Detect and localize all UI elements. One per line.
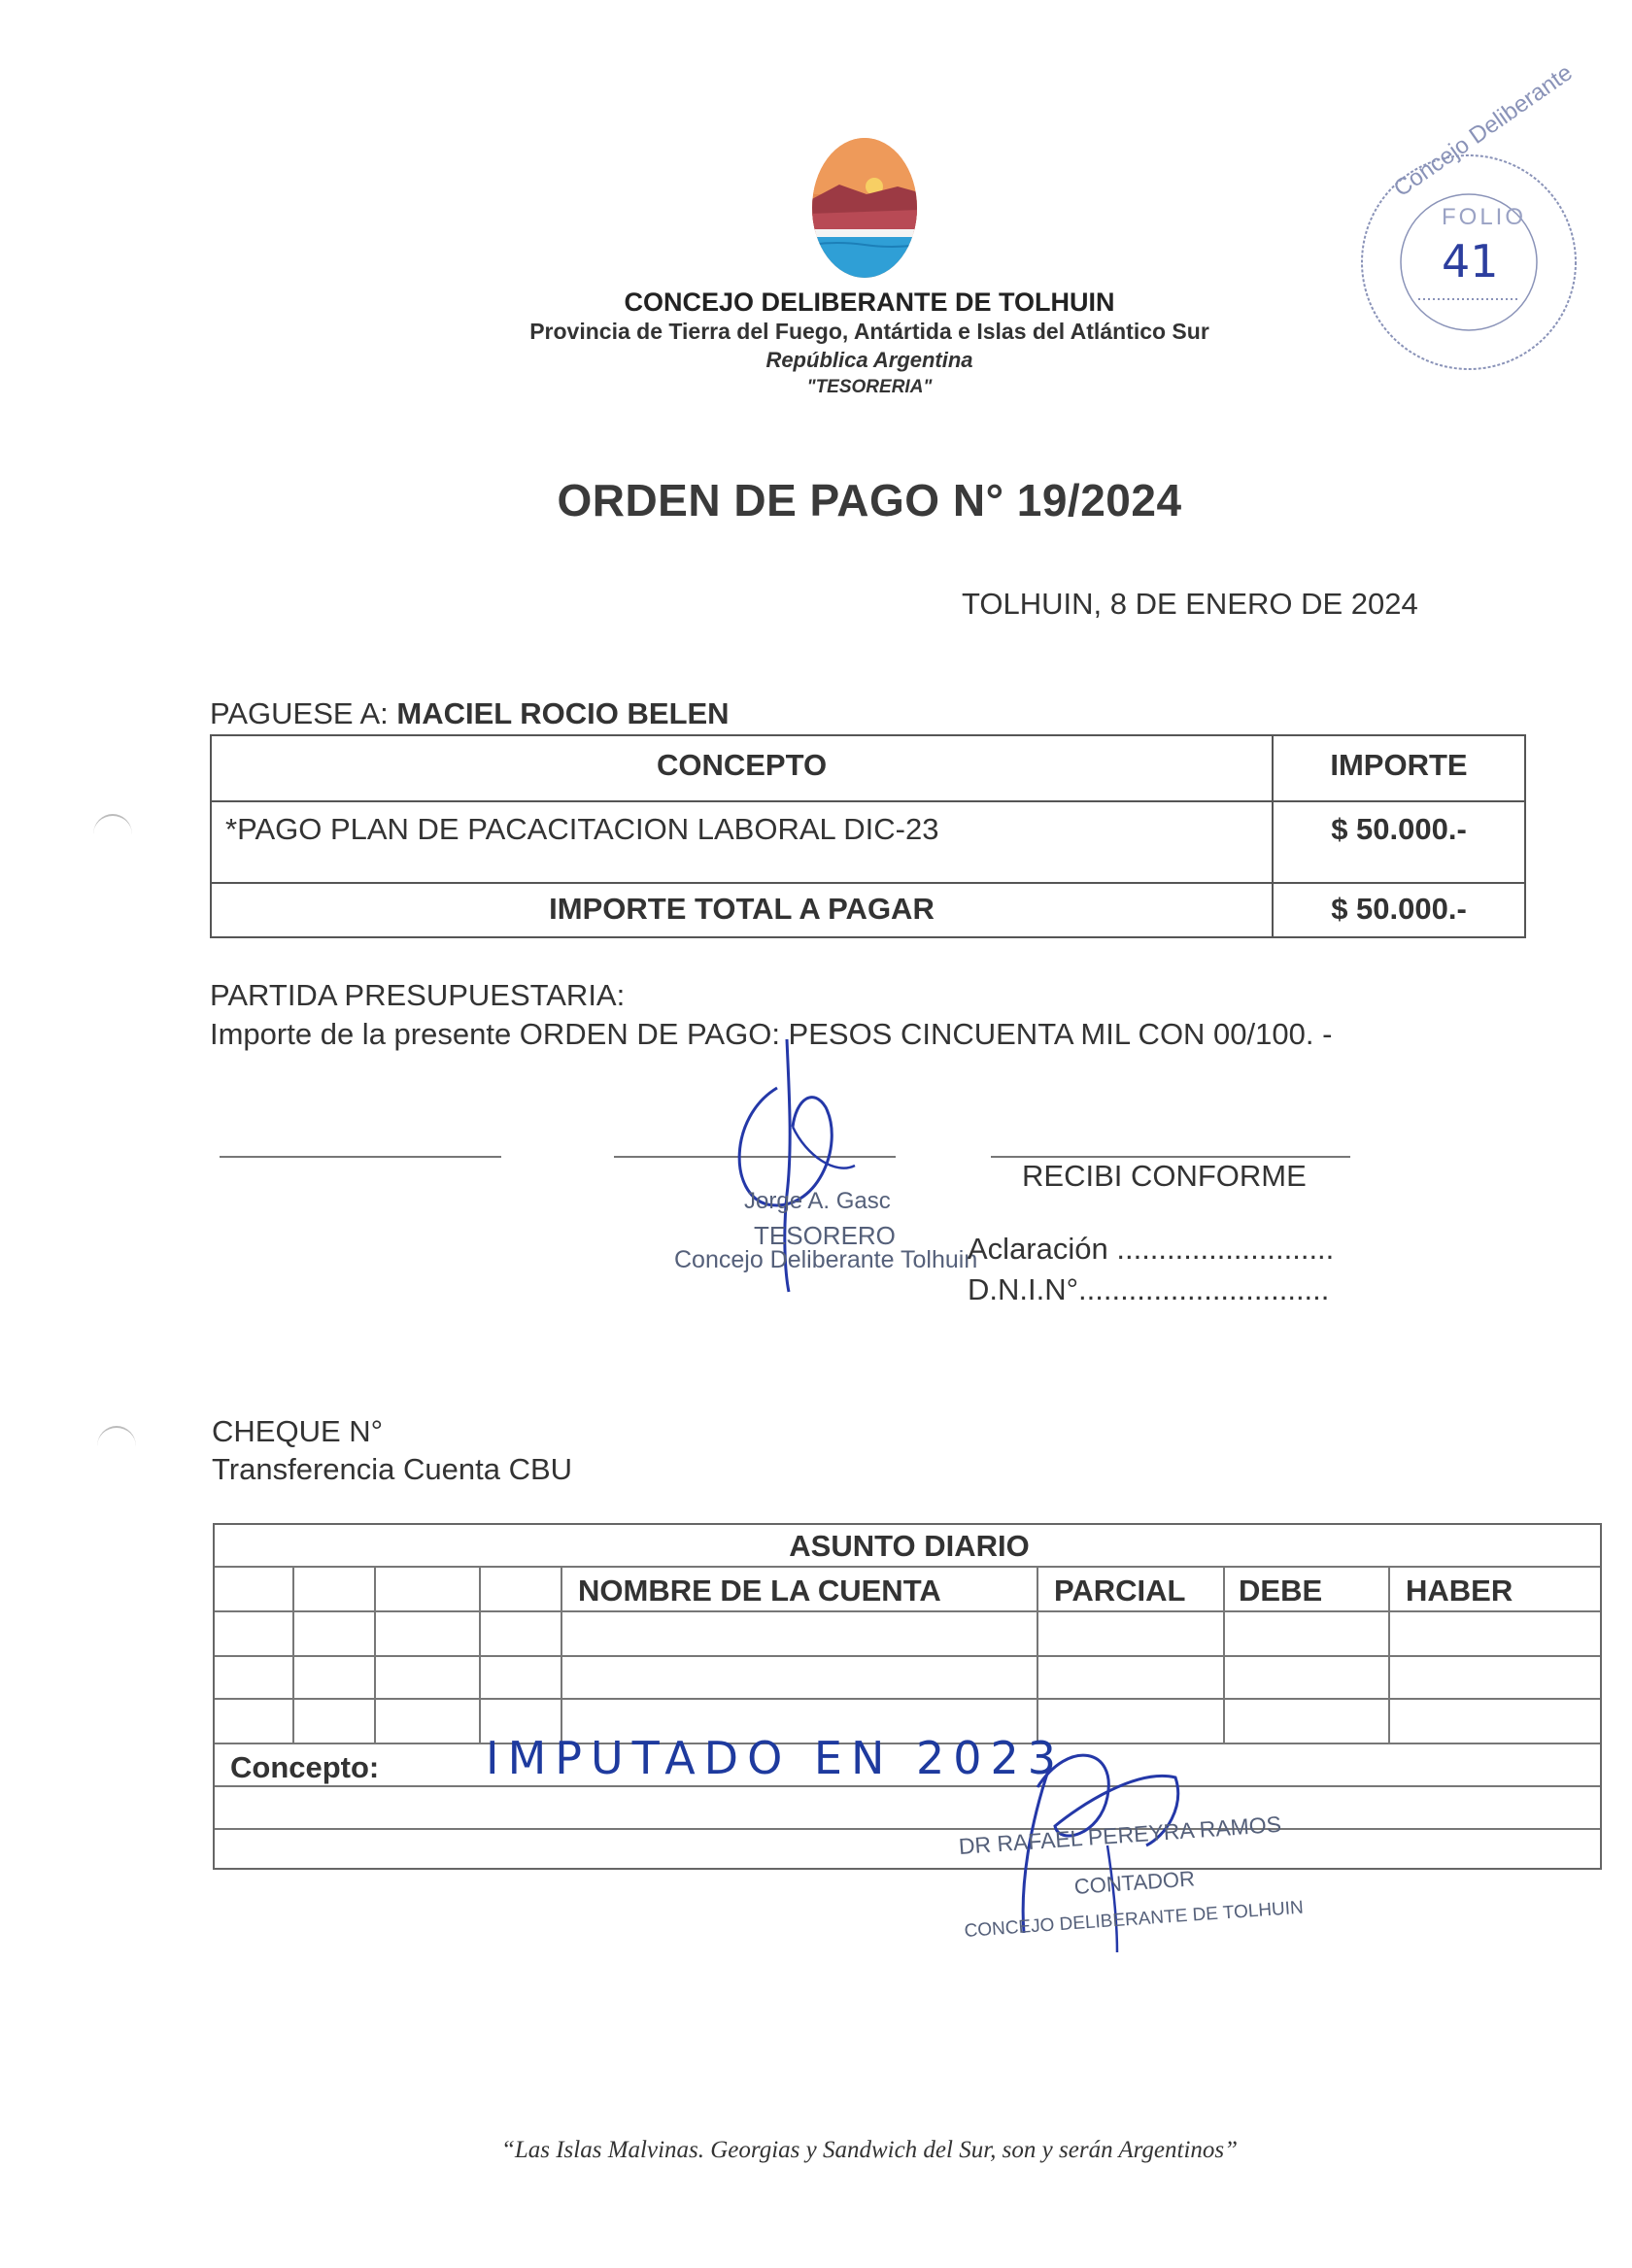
amount-header: IMPORTE xyxy=(1330,748,1468,782)
treasurer-name: Jorge A. Gasc xyxy=(744,1188,891,1214)
institution-name: CONCEJO DELIBERANTE DE TOLHUIN xyxy=(624,288,1115,317)
budget-partida: PARTIDA PRESUPUESTARIA: xyxy=(210,978,626,1012)
folio-stamp xyxy=(1350,59,1588,382)
debit-header: DEBE xyxy=(1239,1574,1323,1608)
amount-cell: $ 50.000.- xyxy=(1331,812,1467,846)
scan-mark xyxy=(97,1426,136,1467)
scan-mark xyxy=(93,814,132,855)
partial-header: PARCIAL xyxy=(1054,1574,1186,1608)
concept-cell: *PAGO PLAN DE PACACITACION LABORAL DIC-23 xyxy=(225,812,939,846)
stamp-ring-text: Concejo Deliberante xyxy=(1389,59,1578,203)
accountant-org: CONCEJO DELIBERANTE DE TOLHUIN xyxy=(964,1897,1305,1942)
signature-line xyxy=(220,1156,501,1158)
ledger-concept-label: Concepto: xyxy=(230,1750,380,1784)
pay-to-line xyxy=(210,696,730,731)
credit-header: HABER xyxy=(1406,1574,1513,1608)
dni-field: D.N.I.N°.............................. xyxy=(968,1272,1330,1306)
pay-to-label: PAGUESE A: xyxy=(210,696,389,730)
institution-province: Provincia de Tierra del Fuego, Antártida e Islas del Atlántico Sur xyxy=(529,319,1209,344)
total-amount: $ 50.000.- xyxy=(1331,892,1467,926)
stamp-folio-label: FOLIO xyxy=(1442,204,1527,230)
account-name-header: NOMBRE DE LA CUENTA xyxy=(578,1574,941,1608)
institution-country: República Argentina xyxy=(765,348,973,372)
city-date: TOLHUIN, 8 DE ENERO DE 2024 xyxy=(962,587,1418,621)
ledger-table xyxy=(213,1523,1602,1870)
cheque-label: CHEQUE N° xyxy=(212,1414,384,1448)
document-title: ORDEN DE PAGO N° 19/2024 xyxy=(557,475,1182,525)
institution-department: "TESORERIA" xyxy=(806,377,933,397)
accountant-name: DR RAFAEL PEREYRA RAMOS xyxy=(958,1811,1282,1859)
treasurer-org: Concejo Deliberante Tolhuin xyxy=(674,1246,978,1273)
concept-header: CONCEPTO xyxy=(656,748,828,782)
ledger-title: ASUNTO DIARIO xyxy=(789,1529,1030,1563)
received-label: RECIBI CONFORME xyxy=(1022,1159,1307,1193)
signature-line xyxy=(991,1156,1350,1158)
pay-to-name: MACIEL ROCIO BELEN xyxy=(396,696,730,730)
accountant-title: CONTADOR xyxy=(1073,1866,1196,1899)
stamp-folio-number: 41 xyxy=(1442,235,1499,288)
handwritten-concept: IMPUTADO EN 2023 xyxy=(486,1732,1066,1784)
treasurer-title: TESORERO xyxy=(754,1221,896,1250)
payment-table xyxy=(210,734,1526,938)
transfer-label: Transferencia Cuenta CBU xyxy=(212,1452,573,1486)
footer-motto: “Las Islas Malvinas. Georgias y Sandwich del Sur, son y serán Argentinos” xyxy=(500,2137,1239,2163)
total-label: IMPORTE TOTAL A PAGAR xyxy=(549,892,935,926)
aclaracion-field: Aclaración .......................... xyxy=(968,1232,1335,1266)
amount-in-words: Importe de la presente ORDEN DE PAGO: PESOS CINCUENTA MIL CON 00/100. - xyxy=(210,1017,1333,1051)
institution-logo xyxy=(810,136,919,280)
